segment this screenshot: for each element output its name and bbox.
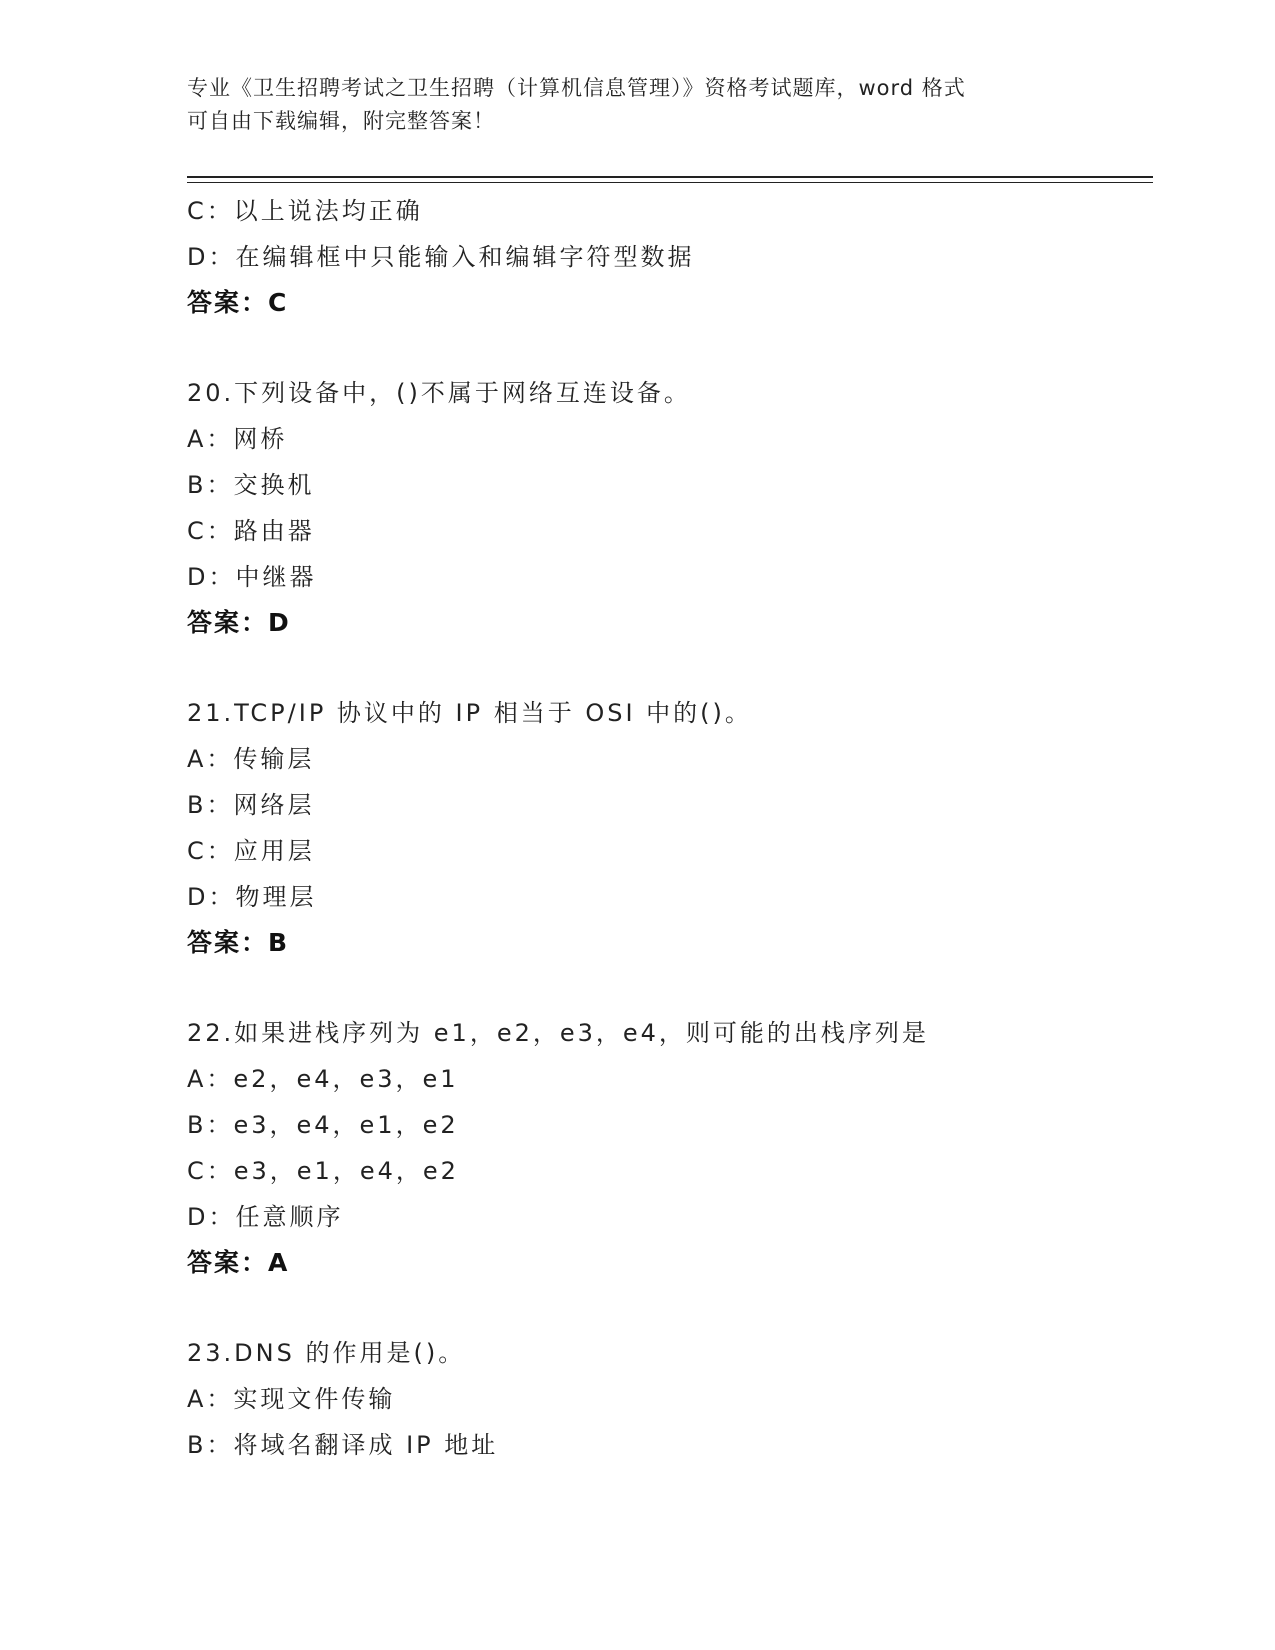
question-19-continued bbox=[187, 188, 1147, 326]
option-b: B：网络层 bbox=[187, 791, 315, 819]
spacer bbox=[187, 326, 1147, 370]
answer-label: 答案：C bbox=[187, 288, 289, 317]
answer-label: 答案：D bbox=[187, 608, 291, 637]
question-stem: 21.TCP/IP 协议中的 IP 相当于 OSI 中的()。 bbox=[187, 699, 752, 727]
option-d: D：中继器 bbox=[187, 563, 317, 591]
option-a: A：e2，e4，e3，e1 bbox=[187, 1065, 459, 1093]
spacer bbox=[187, 646, 1147, 690]
question-stem: 23.DNS 的作用是()。 bbox=[187, 1339, 466, 1367]
header-divider-thin bbox=[187, 182, 1153, 183]
question-20 bbox=[187, 370, 1147, 646]
header-divider-thick bbox=[187, 176, 1153, 178]
option-c: C：e3，e1，e4，e2 bbox=[187, 1157, 459, 1185]
option-a: A：实现文件传输 bbox=[187, 1385, 396, 1413]
spacer bbox=[187, 966, 1147, 1010]
question-list bbox=[187, 188, 1147, 1468]
question-21 bbox=[187, 690, 1147, 966]
option-b: B：交换机 bbox=[187, 471, 315, 499]
header-title-line-1: 专业《卫生招聘考试之卫生招聘（计算机信息管理）》资格考试题库，word 格式 bbox=[187, 76, 966, 100]
option-b: B：将域名翻译成 IP 地址 bbox=[187, 1431, 499, 1459]
option-c: C：以上说法均正确 bbox=[187, 197, 423, 225]
option-a: A：网桥 bbox=[187, 425, 288, 453]
option-d: D：物理层 bbox=[187, 883, 317, 911]
option-c: C：路由器 bbox=[187, 517, 315, 545]
answer-label: 答案：B bbox=[187, 928, 290, 957]
option-d: D：在编辑框中只能输入和编辑字符型数据 bbox=[187, 243, 695, 271]
option-b: B：e3，e4，e1，e2 bbox=[187, 1111, 459, 1139]
question-23 bbox=[187, 1330, 1147, 1468]
document-header bbox=[187, 72, 1087, 138]
question-stem: 20.下列设备中，()不属于网络互连设备。 bbox=[187, 379, 691, 407]
answer-label: 答案：A bbox=[187, 1248, 290, 1277]
question-stem: 22.如果进栈序列为 e1，e2，e3，e4，则可能的出栈序列是 bbox=[187, 1019, 929, 1047]
spacer bbox=[187, 1286, 1147, 1330]
option-a: A：传输层 bbox=[187, 745, 315, 773]
question-22 bbox=[187, 1010, 1147, 1286]
header-title-line-2: 可自由下载编辑，附完整答案！ bbox=[187, 109, 495, 133]
option-c: C：应用层 bbox=[187, 837, 315, 865]
option-d: D：任意顺序 bbox=[187, 1203, 344, 1231]
